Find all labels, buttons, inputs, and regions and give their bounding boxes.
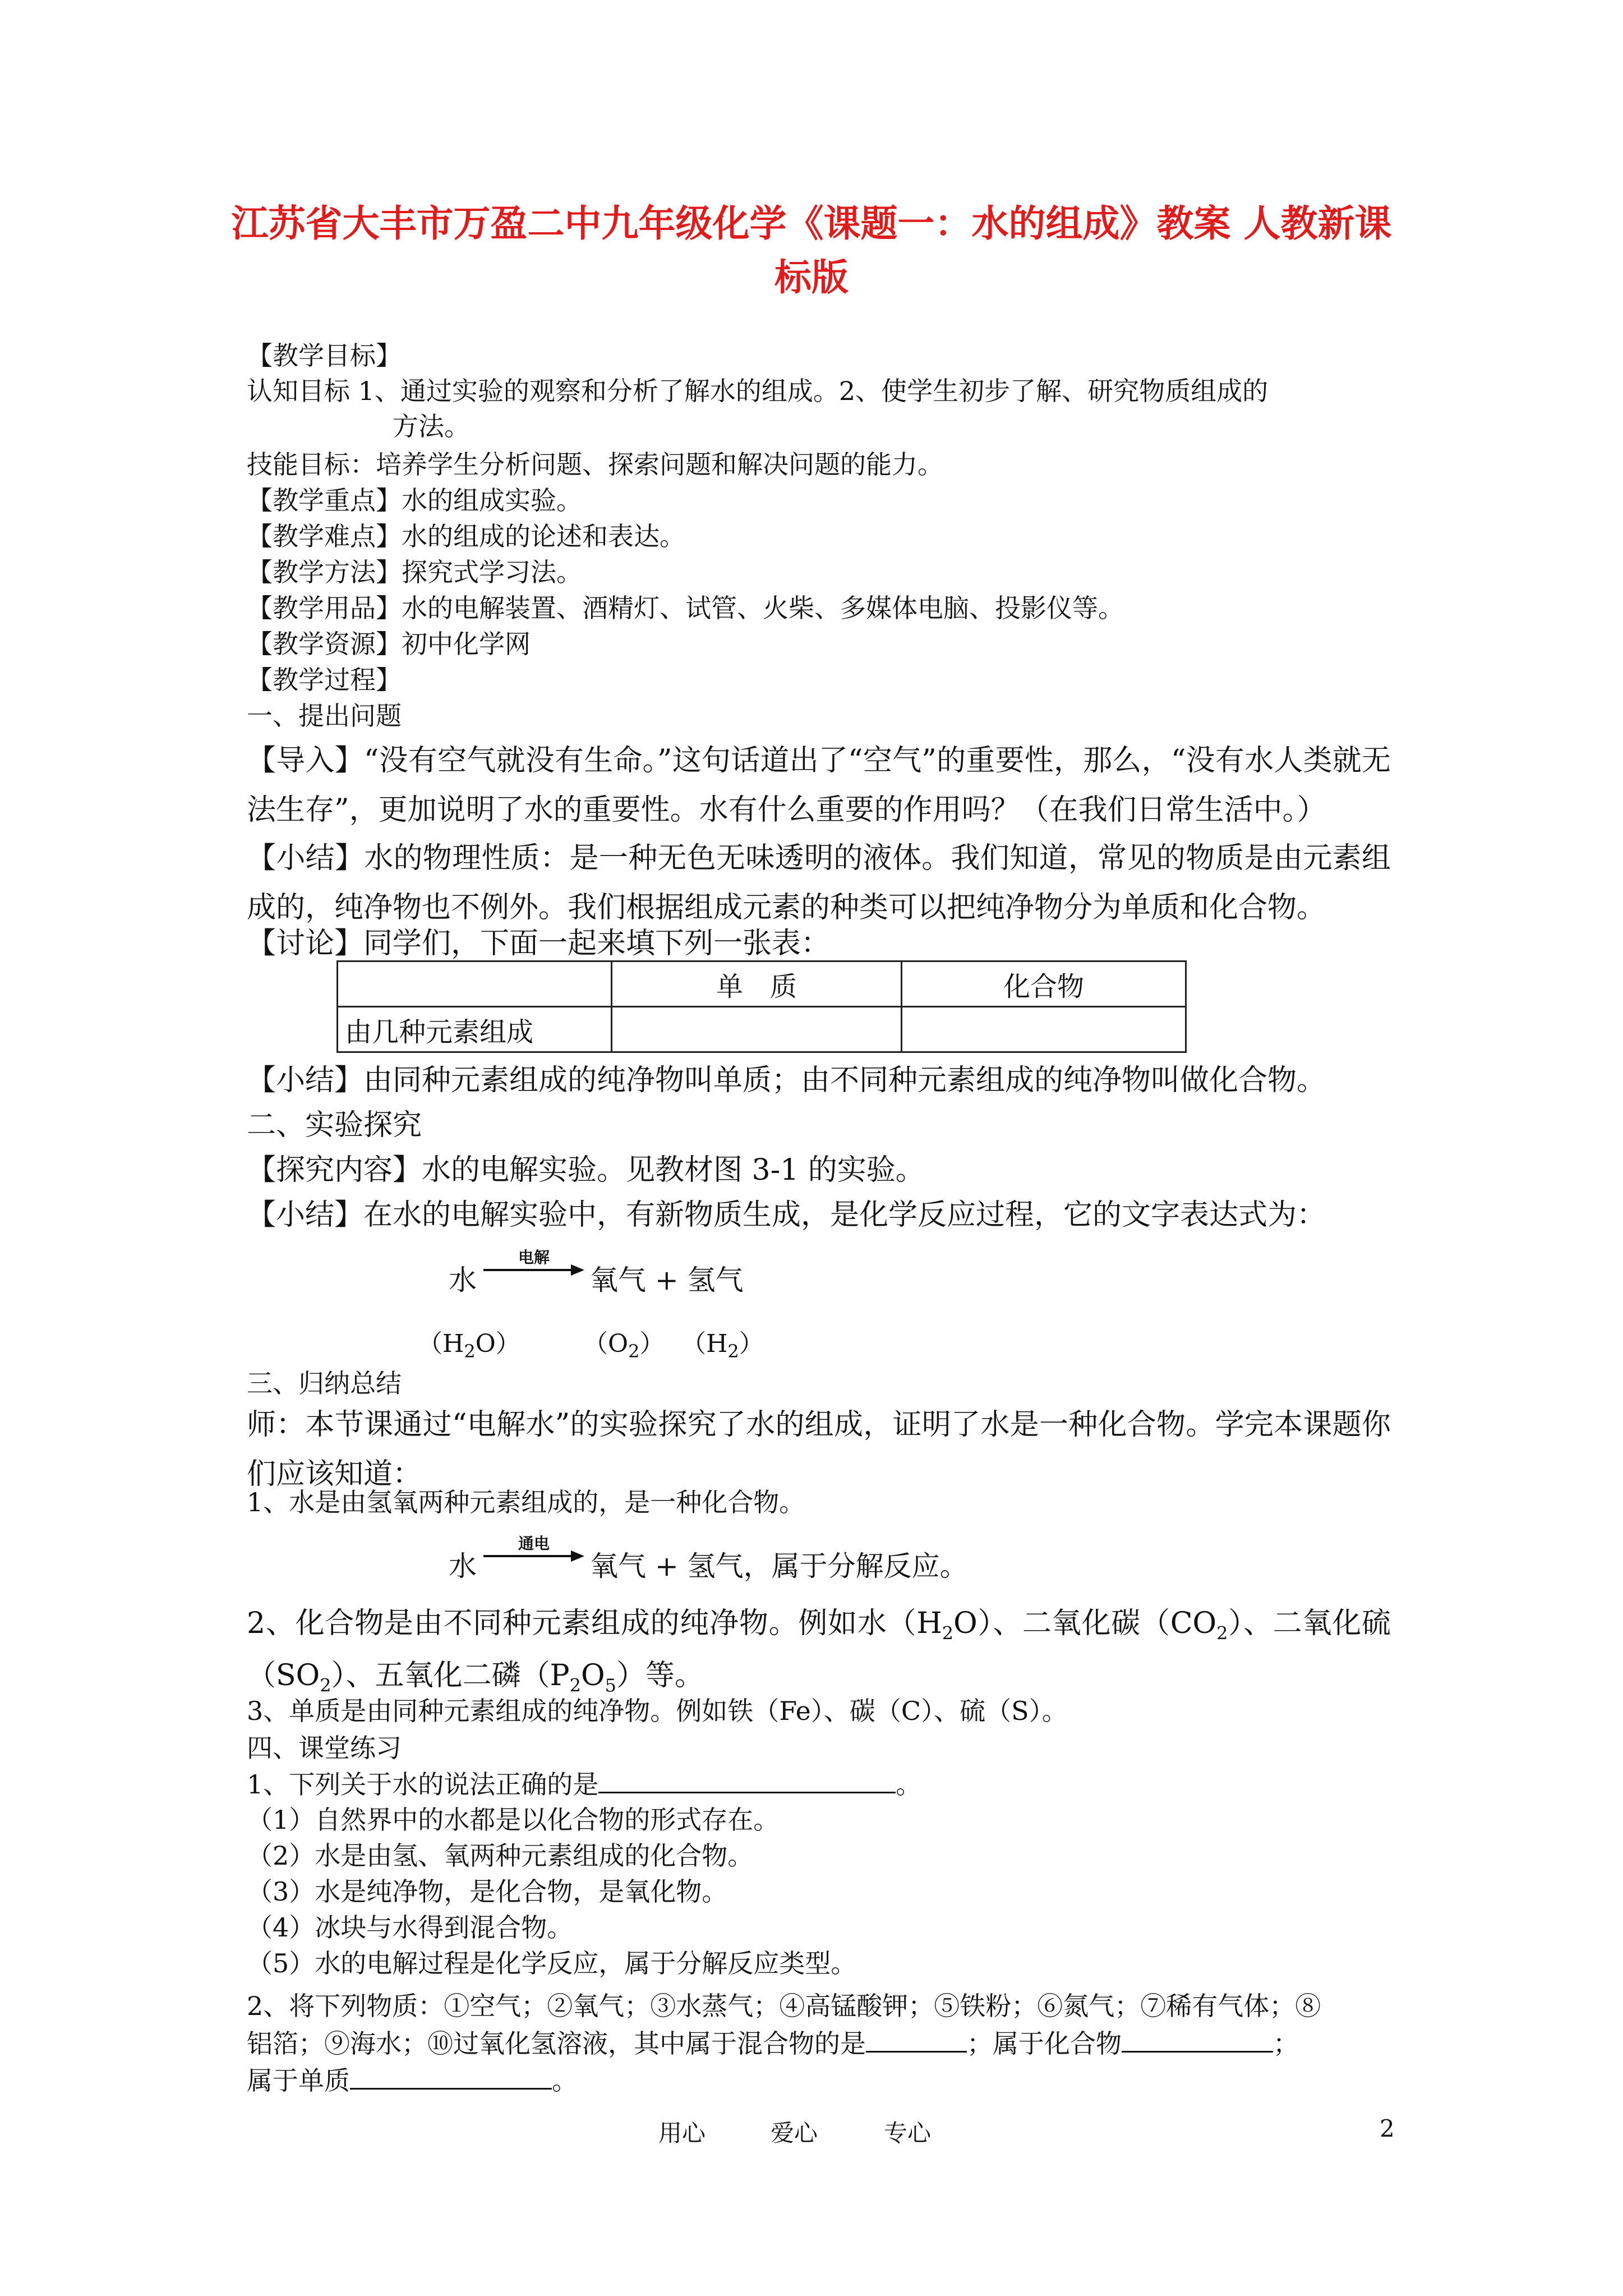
answer-blank[interactable] bbox=[598, 1767, 896, 1793]
summary-point-2: 2、化合物是由不同种元素组成的纯净物。例如水$(H_2O)$、二氧化碳$(CO_2)$、二氧化硫$(SO_2)$、五氧化二磷$(P_2O_5)$等。 bbox=[247, 1607, 1391, 1696]
page-number: 2 bbox=[1380, 2115, 1395, 2142]
table-row-label: 由几种元素组成 bbox=[338, 1007, 612, 1052]
discussion-paragraph: 【讨论】同学们，下面一起来填下列一张表： bbox=[247, 927, 831, 960]
section-heading-3: 三、归纳总结 bbox=[247, 1368, 402, 1398]
reaction-condition: 电解 bbox=[518, 1248, 550, 1267]
summary-point-1: 1、水是由氢氧两种元素组成的，是一种化合物。 bbox=[247, 1487, 805, 1517]
q1-option: （4）冰块与水得到混合物。 bbox=[247, 1912, 573, 1943]
intro-paragraph: 【导入】“没有空气就没有生命。”这句话道出了“空气”的重要性，那么，“没有水人类就无法生存”，更加说明了水的重要性。水有什么重要的作用吗？（在我们日常生活中。） bbox=[247, 744, 1391, 827]
table-header-cell: 单 质 bbox=[612, 961, 902, 1007]
objectives-heading: 【教学目标】 bbox=[247, 341, 402, 371]
cognitive-goal-continued: 方法。 bbox=[393, 411, 470, 441]
answer-blank-mixture[interactable] bbox=[866, 2026, 967, 2053]
reaction-condition: 通电 bbox=[518, 1534, 550, 1553]
question-2-line-2: 铝箔；⑨海水；⑩过氧化氢溶液，其中属于混合物的是 ；属于化合物 ； bbox=[247, 2026, 1299, 2060]
arrow-shaft bbox=[483, 1269, 573, 1271]
arrow-shaft bbox=[483, 1555, 573, 1557]
difficult-point: 【教学难点】水的组成的论述和表达。 bbox=[247, 521, 685, 551]
section-heading-1: 一、提出问题 bbox=[247, 701, 402, 731]
teacher-paragraph: 师：本节课通过“电解水”的实验探究了水的组成，证明了水是一种化合物。学完本课题你们应该知道： bbox=[247, 1408, 1391, 1491]
document-title: 江苏省大丰市万盈二中九年级化学《课题一：水的组成》教案 人教新课标版 bbox=[231, 201, 1392, 299]
summary-paragraph-3: 【小结】在水的电解实验中，有新物质生成，是化学反应过程，它的文字表达式为： bbox=[247, 1198, 1326, 1232]
section-heading-4: 四、课堂练习 bbox=[247, 1733, 402, 1763]
formula-hydrogen: $(H_2)$ bbox=[681, 1329, 764, 1362]
arrow-head-icon bbox=[571, 1264, 584, 1276]
answer-blank-compound[interactable] bbox=[1122, 2026, 1273, 2053]
answer-blank-element[interactable] bbox=[350, 2063, 552, 2090]
footer-motto: 爱心 bbox=[771, 2119, 818, 2147]
q1-option: （1）自然界中的水都是以化合物的形式存在。 bbox=[247, 1805, 780, 1835]
table-row bbox=[338, 1007, 1186, 1052]
equation-products: 氧气 + 氢气，属于分解反应。 bbox=[590, 1550, 968, 1582]
teaching-materials: 【教学用品】水的电解装置、酒精灯、试管、火柴、多媒体电脑、投影仪等。 bbox=[247, 593, 1124, 623]
question-1: 1、下列关于水的说法正确的是 。 bbox=[247, 1767, 921, 1801]
table-header-cell: 化合物 bbox=[902, 961, 1186, 1007]
cognitive-goal: 认知目标 1、通过实验的观察和分析了解水的组成。2、使学生初步了解、研究物质组成的 bbox=[247, 376, 1269, 406]
question-2-line-1: 2、将下列物质：①空气；②氧气；③水蒸气；④高锰酸钾；⑤铁粉；⑥氮气；⑦稀有气体；⑧ bbox=[247, 1991, 1321, 2021]
equation-products: 氧气 + 氢气 bbox=[590, 1264, 744, 1296]
table-cell-empty bbox=[612, 1007, 902, 1052]
q1-option: （2）水是由氢、氧两种元素组成的化合物。 bbox=[247, 1841, 754, 1871]
explore-content: 【探究内容】水的电解实验。见教材图 3-1 的实验。 bbox=[247, 1153, 925, 1187]
footer-motto: 用心 bbox=[658, 2119, 706, 2147]
key-point: 【教学重点】水的组成实验。 bbox=[247, 485, 582, 516]
teaching-method: 【教学方法】探究式学习法。 bbox=[247, 557, 582, 587]
q1-option: （5）水的电解过程是化学反应，属于分解反应类型。 bbox=[247, 1948, 857, 1978]
reaction-arrow bbox=[483, 1535, 584, 1568]
table-header-row bbox=[338, 961, 1186, 1007]
formula-water: $(H_2O)$ bbox=[418, 1329, 520, 1362]
table-cell-empty bbox=[902, 1007, 1186, 1052]
summary-paragraph-1: 【小结】水的物理性质：是一种无色无味透明的液体。我们知道，常见的物质是由元素组成的，纯净物也不例外。我们根据组成元素的种类可以把纯净物分为单质和化合物。 bbox=[247, 841, 1391, 924]
classification-table bbox=[336, 960, 1187, 1053]
process-heading: 【教学过程】 bbox=[247, 665, 402, 695]
reaction-arrow bbox=[483, 1249, 584, 1282]
equation-reactant: 水 bbox=[449, 1550, 477, 1582]
q1-option: （3）水是纯净物，是化合物，是氧化物。 bbox=[247, 1876, 728, 1907]
skill-goal: 技能目标：培养学生分析问题、探索问题和解决问题的能力。 bbox=[247, 449, 943, 480]
summary-paragraph-2: 【小结】由同种元素组成的纯净物叫单质；由不同种元素组成的纯净物叫做化合物。 bbox=[247, 1064, 1326, 1097]
section-heading-2: 二、实验探究 bbox=[247, 1108, 422, 1142]
summary-point-3: 3、单质是由同种元素组成的纯净物。例如铁（Fe）、碳（C）、硫（S）。 bbox=[247, 1696, 1068, 1726]
footer-motto: 专心 bbox=[884, 2119, 932, 2147]
formula-oxygen: $(O_2)$ bbox=[583, 1329, 665, 1362]
arrow-head-icon bbox=[571, 1550, 584, 1562]
teaching-resources: 【教学资源】初中化学网 bbox=[247, 629, 531, 659]
question-2-line-3: 属于单质 。 bbox=[247, 2063, 578, 2097]
equation-reactant: 水 bbox=[449, 1264, 477, 1296]
table-header-cell bbox=[338, 961, 612, 1007]
